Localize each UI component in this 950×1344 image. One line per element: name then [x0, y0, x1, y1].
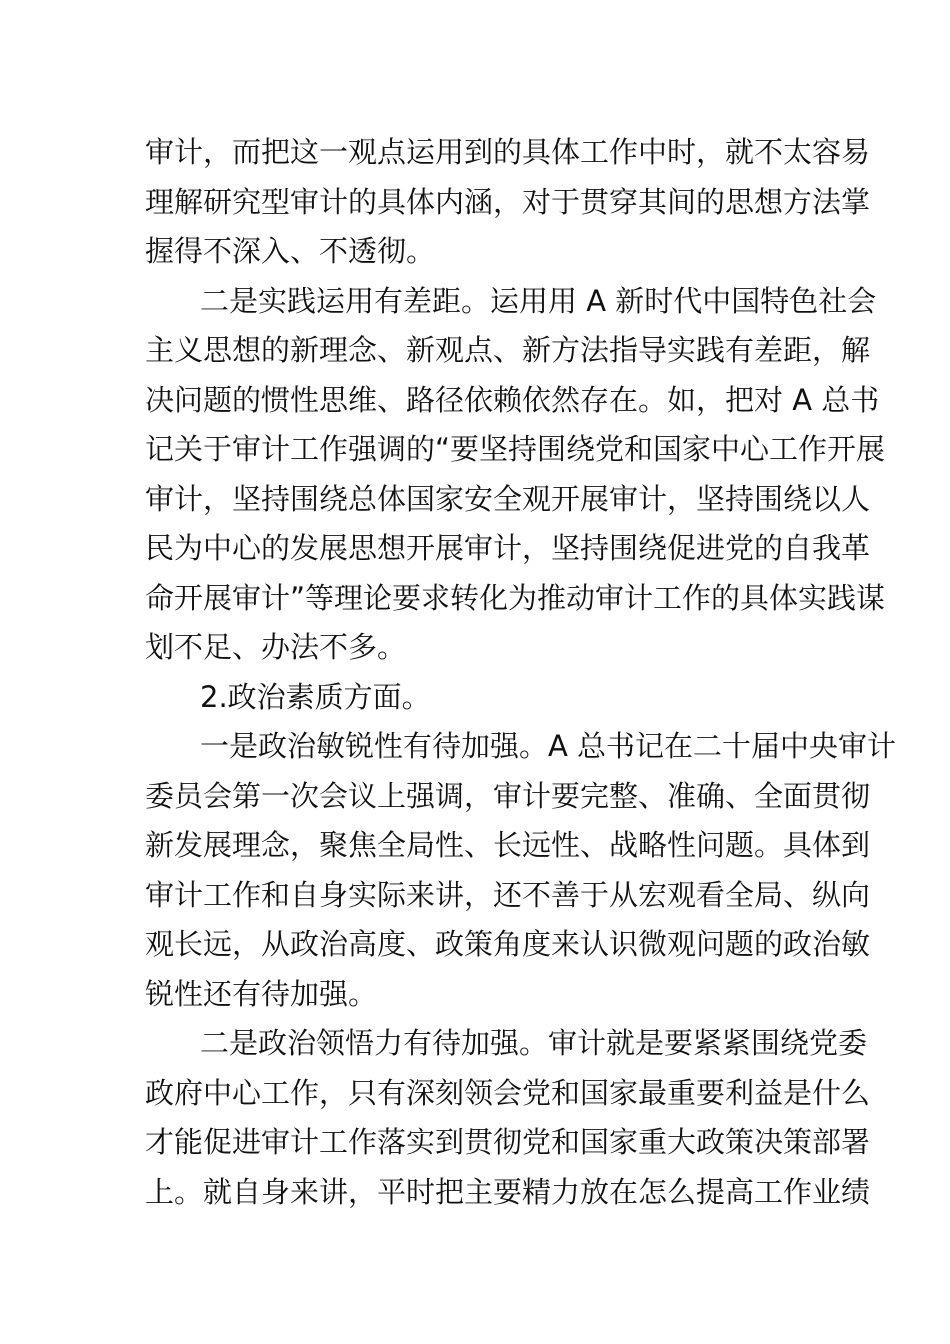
text-line: 理解研究型审计的具体内涵，对于贯穿其间的思想方法掌 [145, 185, 871, 219]
text-line: 握得不深入、不透彻。 [145, 234, 436, 268]
text-line: 政府中心工作，只有深刻领会党和国家最重要利益是什么 [145, 1076, 871, 1110]
text-line: 观长远，从政治高度、政策角度来认识微观问题的政治敏 [145, 927, 871, 961]
text-line: 委员会第一次会议上强调，审计要完整、准确、全面贯彻 [145, 779, 871, 813]
text-line: 上。就自身来讲，平时把主要精力放在怎么提高工作业绩 [145, 1175, 871, 1209]
text-line: 审计工作和自身实际来讲，还不善于从宏观看全局、纵向 [145, 878, 871, 912]
text-line: 主义思想的新理念、新观点、新方法指导实践有差距，解 [145, 333, 871, 367]
text-line: 记关于审计工作强调的“要坚持围绕党和国家中心工作开展 [145, 432, 886, 466]
text-line: 划不足、办法不多。 [145, 630, 407, 664]
text-line: 新发展理念，聚焦全局性、长远性、战略性问题。具体到 [145, 828, 871, 862]
text-line: 民为中心的发展思想开展审计，坚持围绕促进党的自我革 [145, 531, 871, 565]
text-line: 命开展审计”等理论要求转化为推动审计工作的具体实践谋 [145, 581, 886, 615]
text-line: 才能促进审计工作落实到贯彻党和国家重大政策决策部署 [145, 1125, 871, 1159]
text-line: 审计，而把这一观点运用到的具体工作中时，就不太容易 [145, 135, 871, 169]
section-heading: 2.政治素质方面。 [200, 680, 431, 714]
text-line: 审计，坚持围绕总体国家安全观开展审计，坚持围绕以人 [145, 482, 871, 516]
paragraph-start-line: 一是政治敏锐性有待加强。A 总书记在二十届中央审计 [200, 729, 897, 763]
text-line: 决问题的惯性思维、路径依赖依然存在。如，把对 A 总书 [145, 383, 880, 417]
paragraph-start-line: 二是实践运用有差距。运用用 A 新时代中国特色社会 [200, 284, 877, 318]
text-line: 锐性还有待加强。 [145, 977, 378, 1011]
paragraph-start-line: 二是政治领悟力有待加强。审计就是要紧紧围绕党委 [200, 1026, 868, 1060]
